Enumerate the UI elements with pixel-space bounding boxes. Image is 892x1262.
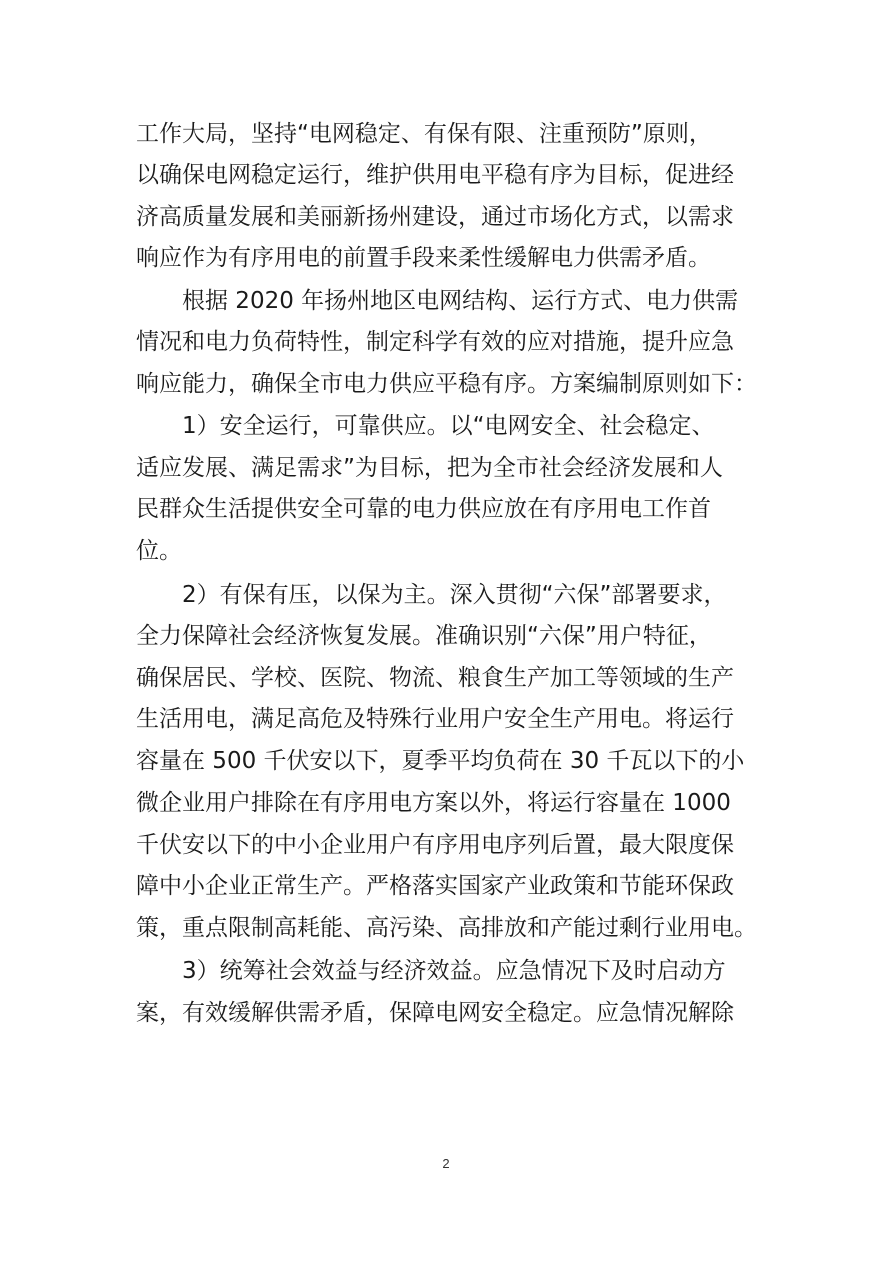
text-line: 确保居民、学校、医院、物流、粮食生产加工等领域的生产: [136, 665, 734, 691]
text-line: 微企业用户排除在有序用电方案以外，将运行容量在 1000: [136, 790, 731, 816]
text-line: 策，重点限制高耗能、高污染、高排放和产能过剩行业用电。: [136, 915, 757, 941]
text-line: 障中小企业正常生产。严格落实国家产业政策和节能环保政: [136, 873, 734, 899]
text-line: 案，有效缓解供需矛盾，保障电网安全稳定。应急情况解除: [136, 1000, 734, 1026]
text-line: 响应作为有序用电的前置手段来柔性缓解电力供需矛盾。: [136, 245, 711, 271]
paragraph-first-line: 2）有保有压，以保为主。深入贯彻“六保”部署要求，: [182, 582, 727, 608]
text-line: 生活用电，满足高危及特殊行业用户安全生产用电。将运行: [136, 706, 734, 732]
text-line: 响应能力，确保全市电力供应平稳有序。方案编制原则如下：: [136, 371, 757, 397]
text-line: 民群众生活提供安全可靠的电力供应放在有序用电工作首: [136, 496, 711, 522]
text-line: 情况和电力负荷特性，制定科学有效的应对措施，提升应急: [136, 329, 734, 355]
text-line: 全力保障社会经济恢复发展。准确识别“六保”用户特征，: [136, 623, 712, 649]
text-line: 位。: [136, 538, 182, 564]
text-line: 千伏安以下的中小企业用户有序用电序列后置，最大限度保: [136, 832, 734, 858]
text-line: 以确保电网稳定运行，维护供用电平稳有序为目标，促进经: [136, 162, 734, 188]
text-line: 容量在 500 千伏安以下，夏季平均负荷在 30 千瓦以下的小: [136, 748, 745, 774]
text-line: 适应发展、满足需求”为目标，把为全市社会经济发展和人: [136, 455, 723, 481]
paragraph-first-line: 3）统筹社会效益与经济效益。应急情况下及时启动方: [182, 958, 726, 984]
text-line: 工作大局，坚持“电网稳定、有保有限、注重预防”原则，: [136, 121, 712, 147]
paragraph-first-line: 1）安全运行，可靠供应。以“电网安全、社会稳定、: [182, 413, 715, 439]
page-number: 2: [442, 1156, 450, 1171]
text-line: 济高质量发展和美丽新扬州建设，通过市场化方式，以需求: [136, 204, 734, 230]
paragraph-first-line: 根据 2020 年扬州地区电网结构、运行方式、电力供需: [182, 288, 739, 314]
